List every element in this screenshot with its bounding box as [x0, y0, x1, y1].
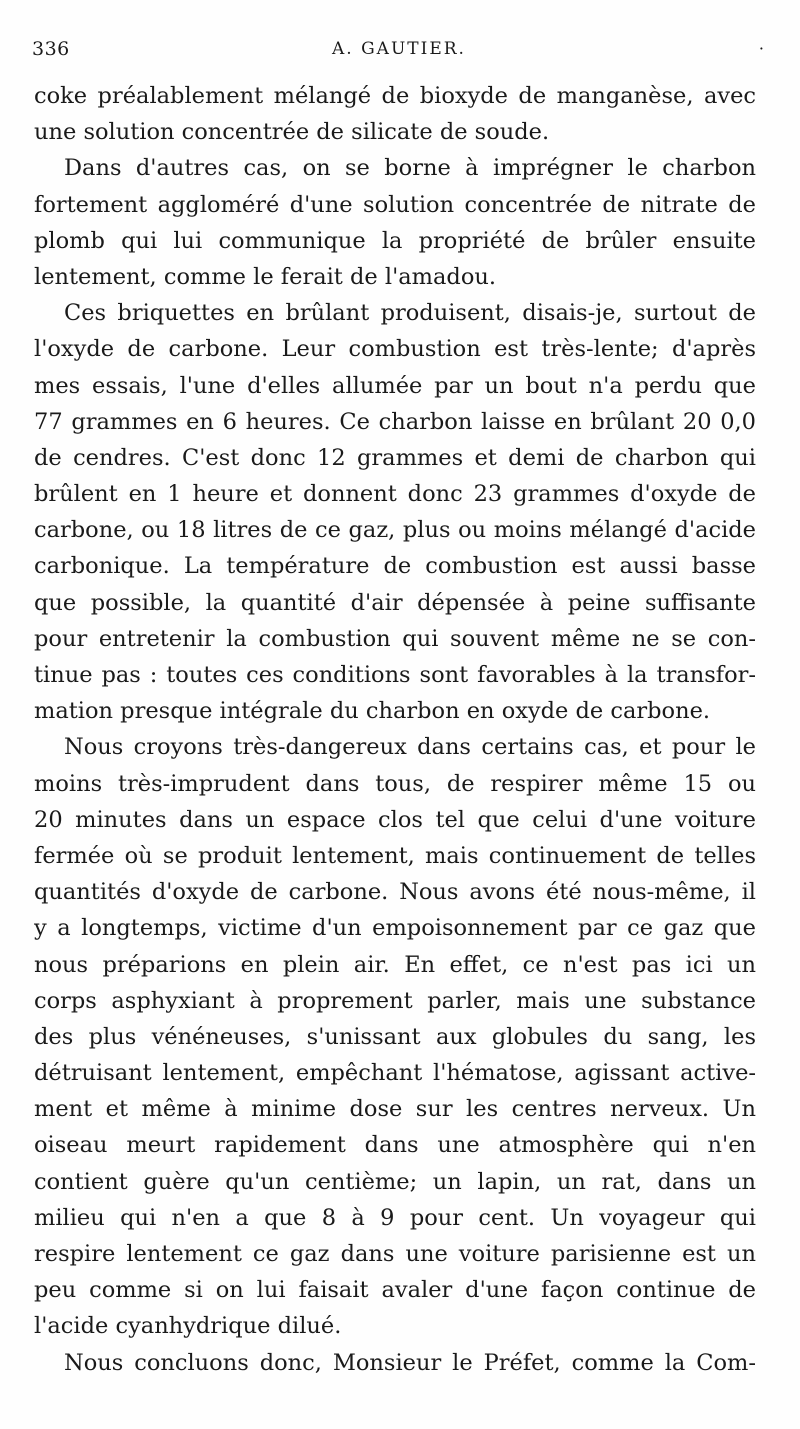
body-text [34, 78, 756, 1381]
text-line: de cendres. C'est donc 12 grammes et demi de charbon qui [34, 444, 756, 471]
text-line: détruisant lentement, empêchant l'hématose, agissant active- [34, 1060, 756, 1087]
text-line: mes essais, l'une d'elles allumée par un bout n'a perdu que [34, 372, 756, 399]
text-line: ment et même à minime dose sur les centres nerveux. Un [34, 1096, 756, 1123]
text-line: brûlent en 1 heure et donnent donc 23 grammes d'oxyde de [34, 481, 756, 508]
text-line: coke préalablement mélangé de bioxyde de manganèse, avec [34, 83, 756, 109]
text-line: oiseau meurt rapidement dans une atmosphère qui n'en [34, 1132, 756, 1159]
text-line: Nous concluons donc, Monsieur le Préfet, comme la Com- [64, 1349, 756, 1376]
text-line: nous préparions en plein air. En effet, ce n'est pas ici un [34, 951, 756, 978]
text-line: plomb qui lui communique la propriété de brûler ensuite [34, 227, 756, 254]
text-line: moins très-imprudent dans tous, de respirer même 15 ou [34, 770, 756, 797]
text-line: fermée où se produit lentement, mais continuement de telles [34, 842, 756, 869]
text-line: fortement aggloméré d'une solution concentrée de nitrate de [34, 191, 756, 218]
text-line: carbonique. La température de combustion est aussi basse [34, 553, 756, 580]
text-line: que possible, la quantité d'air dépensée à peine suffisante [34, 589, 756, 616]
text-line: contient guère qu'un centième; un lapin, un rat, dans un [34, 1168, 756, 1195]
running-head-author: A. GAUTIER. [332, 39, 466, 59]
text-line: carbone, ou 18 litres de ce gaz, plus ou moins mélangé d'acide [34, 517, 756, 544]
text-line: tinue pas : toutes ces conditions sont favorables à la transfor- [34, 662, 756, 688]
running-head [32, 34, 764, 64]
text-line: une solution concentrée de silicate de soude. [34, 119, 550, 146]
text-line: des plus vénéneuses, s'unissant aux globules du sang, les [34, 1023, 756, 1050]
text-line: Nous croyons très-dangereux dans certains cas, et pour le [64, 734, 756, 761]
text-line: respire lentement ce gaz dans une voiture parisienne est un [34, 1241, 756, 1267]
running-head-mark: · [758, 39, 764, 58]
text-line: milieu qui n'en a que 8 à 9 pour cent. Un voyageur qui [34, 1204, 756, 1231]
text-line: 20 minutes dans un espace clos tel que celui d'une voiture [34, 806, 756, 833]
text-line: quantités d'oxyde de carbone. Nous avons été nous-même, il [34, 879, 756, 906]
text-line: corps asphyxiant à proprement parler, mais une substance [34, 987, 756, 1014]
text-line: peu comme si on lui faisait avaler d'une façon continue de [34, 1277, 756, 1304]
text-line: mation presque intégrale du charbon en oxyde de carbone. [34, 698, 711, 725]
text-line: Ces briquettes en brûlant produisent, disais-je, surtout de [64, 300, 756, 327]
text-line: 77 grammes en 6 heures. Ce charbon laisse en brûlant 20 0,0 [34, 408, 756, 435]
text-line: Dans d'autres cas, on se borne à imprégner le charbon [64, 155, 756, 182]
text-line: l'acide cyanhydrique dilué. [34, 1313, 342, 1340]
text-line: l'oxyde de carbone. Leur combustion est très-lente; d'après [34, 336, 756, 363]
page-number: 336 [32, 38, 70, 60]
text-line: lentement, comme le ferait de l'amadou. [34, 263, 497, 290]
text-line: pour entretenir la combustion qui souvent même ne se con- [34, 625, 756, 652]
text-line: y a longtemps, victime d'un empoisonnement par ce gaz que [34, 915, 756, 942]
